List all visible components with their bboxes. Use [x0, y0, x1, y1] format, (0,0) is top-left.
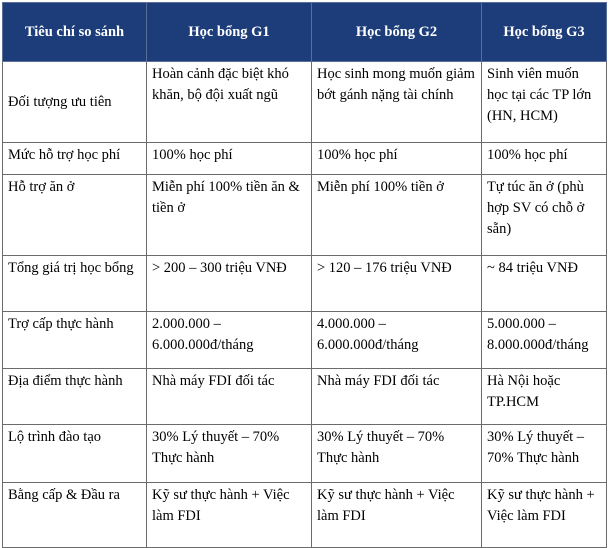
row-criterion: Bằng cấp & Đầu ra: [3, 483, 147, 548]
cell-g2: Kỹ sư thực hành + Việc làm FDI: [312, 483, 482, 548]
row-criterion: Tổng giá trị học bổng: [3, 256, 147, 312]
row-criterion: Trợ cấp thực hành: [3, 312, 147, 369]
table-row: [3, 369, 607, 425]
row-criterion: Lộ trình đào tạo: [3, 425, 147, 483]
cell-g1: Kỹ sư thực hành + Việc làm FDI: [147, 483, 312, 548]
table-row: [3, 483, 607, 548]
table-row: [3, 62, 607, 143]
cell-g3: Hà Nội hoặc TP.HCM: [482, 369, 607, 425]
table-row: [3, 175, 607, 256]
table-row: [3, 425, 607, 483]
cell-g3: Tự túc ăn ở (phù hợp SV có chỗ ở sẵn): [482, 175, 607, 256]
row-criterion: Địa điểm thực hành: [3, 369, 147, 425]
cell-g2: > 120 – 176 triệu VNĐ: [312, 256, 482, 312]
cell-g2: Nhà máy FDI đối tác: [312, 369, 482, 425]
row-criterion: Hỗ trợ ăn ở: [3, 175, 147, 256]
cell-g1: 100% học phí: [147, 143, 312, 175]
cell-g2: 100% học phí: [312, 143, 482, 175]
table-row: [3, 312, 607, 369]
scholarship-comparison-table: [2, 2, 607, 548]
cell-g3: Kỹ sư thực hành + Việc làm FDI: [482, 483, 607, 548]
table-row: [3, 143, 607, 175]
header-criteria: Tiêu chí so sánh: [3, 3, 147, 62]
cell-g2: Miễn phí 100% tiền ở: [312, 175, 482, 256]
cell-g2: 4.000.000 – 6.000.000đ/tháng: [312, 312, 482, 369]
header-g2: Học bổng G2: [312, 3, 482, 62]
cell-g2: 30% Lý thuyết – 70% Thực hành: [312, 425, 482, 483]
cell-g2: Học sinh mong muốn giảm bớt gánh nặng tài chính: [312, 62, 482, 143]
cell-g3: 100% học phí: [482, 143, 607, 175]
cell-g3: ~ 84 triệu VNĐ: [482, 256, 607, 312]
cell-g3: Sinh viên muốn học tại các TP lớn (HN, HCM): [482, 62, 607, 143]
header-g1: Học bổng G1: [147, 3, 312, 62]
cell-g3: 30% Lý thuyết – 70% Thực hành: [482, 425, 607, 483]
cell-g1: Nhà máy FDI đối tác: [147, 369, 312, 425]
cell-g1: Miễn phí 100% tiền ăn & tiền ở: [147, 175, 312, 256]
cell-g1: 2.000.000 – 6.000.000đ/tháng: [147, 312, 312, 369]
row-criterion: Mức hỗ trợ học phí: [3, 143, 147, 175]
cell-g1: 30% Lý thuyết – 70% Thực hành: [147, 425, 312, 483]
comparison-table-container: [2, 2, 607, 548]
cell-g3: 5.000.000 – 8.000.000đ/tháng: [482, 312, 607, 369]
cell-g1: Hoàn cảnh đặc biệt khó khăn, bộ đội xuất ngũ: [147, 62, 312, 143]
table-row: [3, 256, 607, 312]
header-row: [3, 3, 607, 62]
cell-g1: > 200 – 300 triệu VNĐ: [147, 256, 312, 312]
row-criterion: Đối tượng ưu tiên: [3, 62, 147, 143]
header-g3: Học bổng G3: [482, 3, 607, 62]
